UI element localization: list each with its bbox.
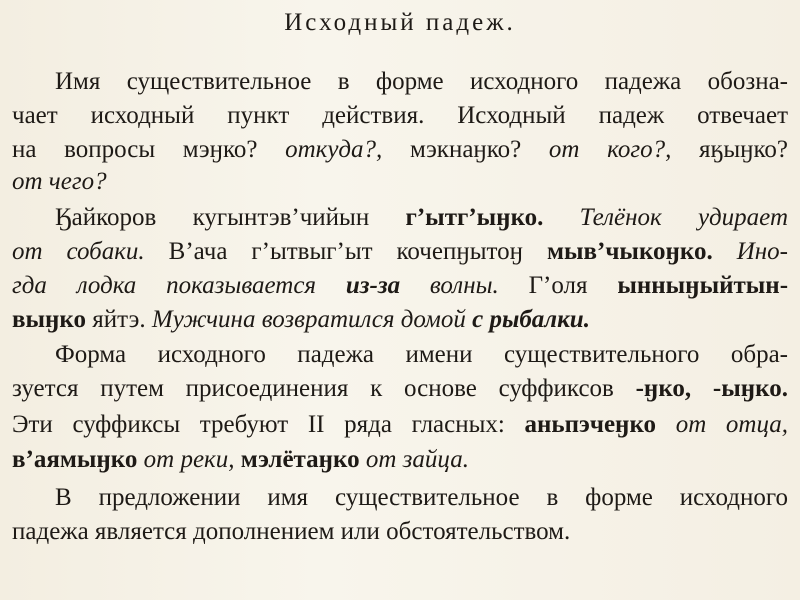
p3-line-4: [12, 444, 788, 475]
p2-line-2: [12, 236, 788, 267]
p3-translation: от реки,: [143, 446, 235, 473]
p3-translation: от отца,: [675, 411, 789, 438]
p1-translation-1: откуда?,: [285, 136, 383, 163]
p2-translation: от собаки.: [12, 238, 145, 265]
p3-example-word: аньпэчеӈко: [524, 411, 657, 438]
p1-line-4: [12, 166, 788, 197]
p2-text: В’ача г’ытвыг’ыт кочепӈытоӈ: [168, 238, 523, 265]
p3-suffixes: -ӈко, -ыӈко.: [635, 375, 788, 402]
p1-line-1: Имя существительное в форме исходного падежа обозна-: [55, 68, 788, 95]
p3-text: Эти суффиксы требуют II ряда гласных:: [12, 411, 505, 438]
section-heading: Исходный падеж.: [284, 9, 516, 36]
p4-line-2: падежа является дополнением или обстоятельством.: [12, 518, 571, 545]
p3-translation: от зайца.: [365, 446, 469, 473]
p2-translation: Мужчина возвратился домой: [151, 306, 466, 333]
p3-line-1: Форма исходного падежа имени существительного обра-: [55, 341, 788, 368]
p1-question-1: на вопросы мэӈко?: [12, 136, 258, 163]
p1-question-2: мэкнаӈко?: [409, 136, 522, 163]
p2-example-word: выӈко: [12, 306, 86, 333]
p1-translation-3: от чего?: [12, 168, 107, 195]
p2-emphasis: с рыбалки.: [472, 306, 590, 333]
p2-example-word: г’ытг’ыӈко.: [405, 204, 544, 231]
p4-line-1: В предложении имя существительное в форме исходного: [55, 484, 788, 511]
p1-question-3: яӄыӈко?: [698, 136, 789, 163]
p2-example-word: ынныӈыйтын-: [617, 272, 789, 299]
p3-line-2: [12, 373, 788, 404]
p2-line-1: [55, 202, 788, 233]
p1-translation-2: от кого?,: [548, 136, 672, 163]
p2-line-3: [12, 270, 788, 301]
p3-example-word: в’аямыӈко: [12, 446, 138, 473]
p2-emphasis: из-за: [345, 272, 401, 299]
p2-example-word: мыв’чыкоӈко.: [546, 238, 713, 265]
p1-line-2: чает исходный пункт действия. Исходный падеж отвечает: [12, 102, 788, 129]
p2-translation: гда лодка показывается: [12, 272, 317, 299]
p2-text: Ӄайкоров кугынтэв’чийын: [55, 204, 370, 231]
p2-translation: Ино-: [736, 238, 789, 265]
p3-text: зуется путем присоединения к основе суффиксов: [12, 375, 614, 402]
p1-line-3: [12, 134, 788, 165]
p2-text: яйтэ.: [92, 306, 146, 333]
p2-translation: волны.: [429, 272, 499, 299]
p3-example-word: мэлётаӈко: [240, 446, 360, 473]
p3-line-3: [12, 409, 788, 440]
p2-translation: Телёнок удирает: [579, 204, 788, 231]
p2-text: Г’оля: [528, 272, 588, 299]
p2-line-4: [12, 304, 788, 335]
